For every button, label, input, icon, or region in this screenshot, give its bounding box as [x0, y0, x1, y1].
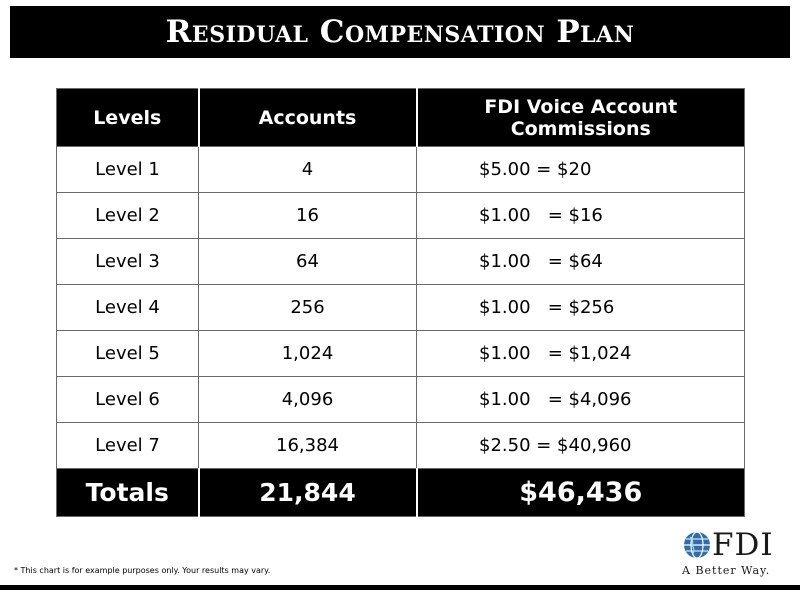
totals-accounts: 21,844: [199, 469, 417, 517]
table-row: [57, 423, 745, 469]
commission-cell: $5.00 = $20: [417, 147, 745, 193]
level-cell: Level 4: [57, 285, 199, 331]
logo-name: FDI: [712, 527, 774, 563]
level-cell: Level 5: [57, 331, 199, 377]
commission-cell: $1.00 = $256: [417, 285, 745, 331]
accounts-cell: 4: [199, 147, 417, 193]
accounts-cell: 256: [199, 285, 417, 331]
page-title: Residual Compensation Plan: [165, 14, 635, 50]
globe-icon: [682, 530, 712, 560]
table-row: [57, 147, 745, 193]
totals-row: [57, 469, 745, 517]
table-row: [57, 239, 745, 285]
commission-cell: $1.00 = $4,096: [417, 377, 745, 423]
table-row: [57, 193, 745, 239]
accounts-cell: 64: [199, 239, 417, 285]
logo-tagline: A Better Way.: [682, 564, 771, 577]
header-accounts: Accounts: [199, 89, 417, 147]
level-cell: Level 3: [57, 239, 199, 285]
table-row: [57, 285, 745, 331]
header-commissions: FDI Voice Account Commissions: [417, 89, 745, 147]
bottom-rule: [0, 585, 800, 590]
table-header-row: [57, 89, 745, 147]
totals-label: Totals: [57, 469, 199, 517]
commission-cell: $1.00 = $64: [417, 239, 745, 285]
level-cell: Level 1: [57, 147, 199, 193]
accounts-cell: 1,024: [199, 331, 417, 377]
fdi-logo: [682, 527, 792, 579]
table-row: [57, 331, 745, 377]
header-levels: Levels: [57, 89, 199, 147]
totals-commission: $46,436: [417, 469, 745, 517]
accounts-cell: 16,384: [199, 423, 417, 469]
level-cell: Level 6: [57, 377, 199, 423]
level-cell: Level 2: [57, 193, 199, 239]
level-cell: Level 7: [57, 423, 199, 469]
commission-cell: $2.50 = $40,960: [417, 423, 745, 469]
footnote: * This chart is for example purposes only. Your results may vary.: [14, 566, 271, 575]
table-row: [57, 377, 745, 423]
compensation-table: [56, 88, 745, 517]
title-bar: [10, 6, 790, 58]
accounts-cell: 16: [199, 193, 417, 239]
accounts-cell: 4,096: [199, 377, 417, 423]
commission-cell: $1.00 = $16: [417, 193, 745, 239]
commission-cell: $1.00 = $1,024: [417, 331, 745, 377]
